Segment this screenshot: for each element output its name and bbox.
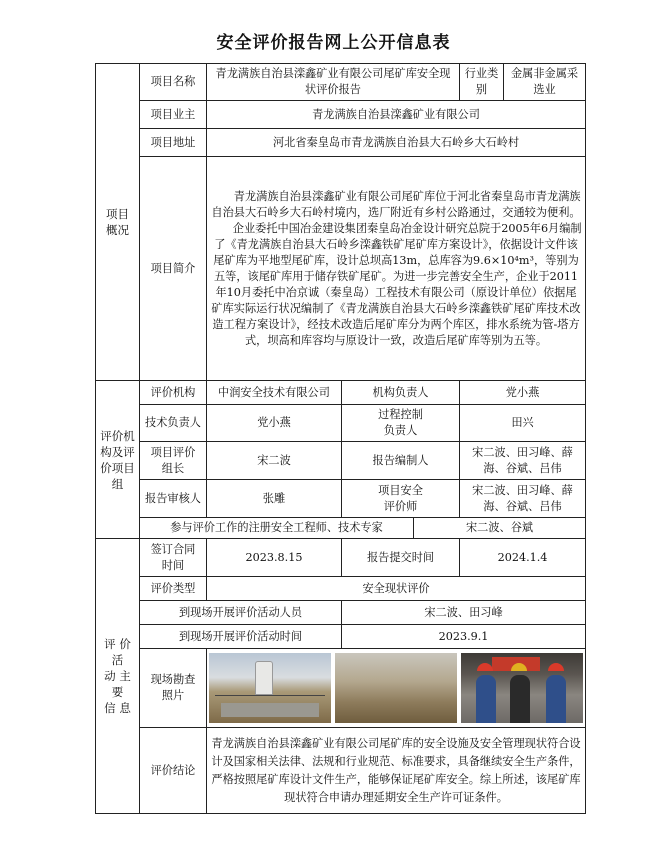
contract-date-value: 2023.8.15 [207, 539, 342, 577]
agency-section-label: 评价机 构及评 价项目 组 [96, 381, 140, 539]
conclusion-label: 评价结论 [140, 728, 207, 814]
submit-date-label: 报告提交时间 [342, 539, 460, 577]
submit-date-value: 2024.1.4 [460, 539, 586, 577]
onsite-time-label: 到现场开展评价活动时间 [140, 625, 342, 649]
conclusion-value: 青龙满族自治县滦鑫矿业有限公司尾矿库的安全设施及安全管理现状符合设计及国家相关法律、法规和行业规范、标准要求，具备继续安全生产条件，严格按照尾矿库设计文件生产，能够保证尾矿库安全。综上所述，该尾矿库现状符合申请办理延期安全生产许可证条件。 [207, 728, 586, 814]
safety-assessor-label: 项目安全 评价师 [342, 480, 460, 518]
onsite-time-value: 2023.9.1 [342, 625, 586, 649]
process-lead-value: 田兴 [460, 405, 586, 442]
agency-head-label: 机构负责人 [342, 381, 460, 405]
project-name-value: 青龙满族自治县滦鑫矿业有限公司尾矿库安全现状评价报告 [207, 64, 460, 101]
project-intro-label: 项目简介 [140, 157, 207, 381]
page-title: 安全评价报告网上公开信息表 [216, 33, 451, 53]
reviewer-label: 报告审核人 [140, 480, 207, 518]
tech-lead-label: 技术负责人 [140, 405, 207, 442]
info-table [95, 63, 586, 814]
site-photo-tower [209, 653, 331, 723]
eval-type-value: 安全现状评价 [207, 577, 586, 601]
team-leader-label: 项目评价 组长 [140, 442, 207, 480]
industry-label: 行业类别 [460, 64, 504, 101]
experts-label: 参与评价工作的注册安全工程师、技术专家 [140, 518, 414, 539]
agency-org-value: 中润安全技术有限公司 [207, 381, 342, 405]
project-address-label: 项目地址 [140, 129, 207, 157]
tech-lead-value: 党小燕 [207, 405, 342, 442]
project-section-label: 项目 概况 [96, 64, 140, 381]
eval-type-label: 评价类型 [140, 577, 207, 601]
project-name-label: 项目名称 [140, 64, 207, 101]
report-writer-value: 宋二波、田习峰、薛海、谷斌、吕伟 [460, 442, 586, 480]
report-writer-label: 报告编制人 [342, 442, 460, 480]
project-intro-paragraph-1: 青龙满族自治县滦鑫矿业有限公司尾矿库位于河北省秦皇岛市青龙满族自治县大石岭乡大石岭村境内，选厂附近有乡村公路通过，交通较为便利。 [211, 189, 581, 219]
agency-head-value: 党小燕 [460, 381, 586, 405]
photos-label: 现场勘查 照片 [140, 649, 207, 728]
safety-assessor-value: 宋二波、田习峰、薛海、谷斌、吕伟 [460, 480, 586, 518]
contract-date-label: 签订合同 时间 [140, 539, 207, 577]
experts-value: 宋二波、谷斌 [414, 518, 586, 539]
industry-value: 金属非金属采选业 [504, 64, 586, 101]
project-intro [207, 157, 586, 381]
team-leader-value: 宋二波 [207, 442, 342, 480]
photos-cell [207, 649, 586, 728]
project-owner-value: 青龙满族自治县滦鑫矿业有限公司 [207, 101, 586, 129]
agency-org-label: 评价机构 [140, 381, 207, 405]
project-owner-label: 项目业主 [140, 101, 207, 129]
site-photo-staff [461, 653, 583, 723]
site-photo-tailings [335, 653, 457, 723]
project-intro-paragraph-2: 企业委托中国冶金建设集团秦皇岛冶金设计研究总院于2005年6月编制了《青龙满族自治县大石岭乡滦鑫铁矿尾矿库方案设计》，依据设计文件该尾矿库为平地型尾矿库，设计总坝高13m，总库容为9.6×10⁴m³，等别为五等，该尾矿库用于储存铁矿尾矿。为进一步完善安全生产，企业于2011年10月委托中冶京诚（秦皇岛）工程技术有限公司（原设计单位）依据尾矿库实际运行状况编制了《青龙满族自治县大石岭乡滦鑫铁矿尾矿库技术改造工程方案设计》，经技术改造后尾矿库分为两个库区，排水系统为管-塔方式，坝高和库容均与原设计一致，改造后尾矿库等别为五等。 [211, 221, 582, 347]
process-lead-label: 过程控制 负责人 [342, 405, 460, 442]
onsite-people-label: 到现场开展评价活动人员 [140, 601, 342, 625]
project-address-value: 河北省秦皇岛市青龙满族自治县大石岭乡大石岭村 [207, 129, 586, 157]
reviewer-value: 张雕 [207, 480, 342, 518]
activity-section-label: 评 价 活 动 主 要 信 息 [96, 539, 140, 814]
onsite-people-value: 宋二波、田习峰 [342, 601, 586, 625]
